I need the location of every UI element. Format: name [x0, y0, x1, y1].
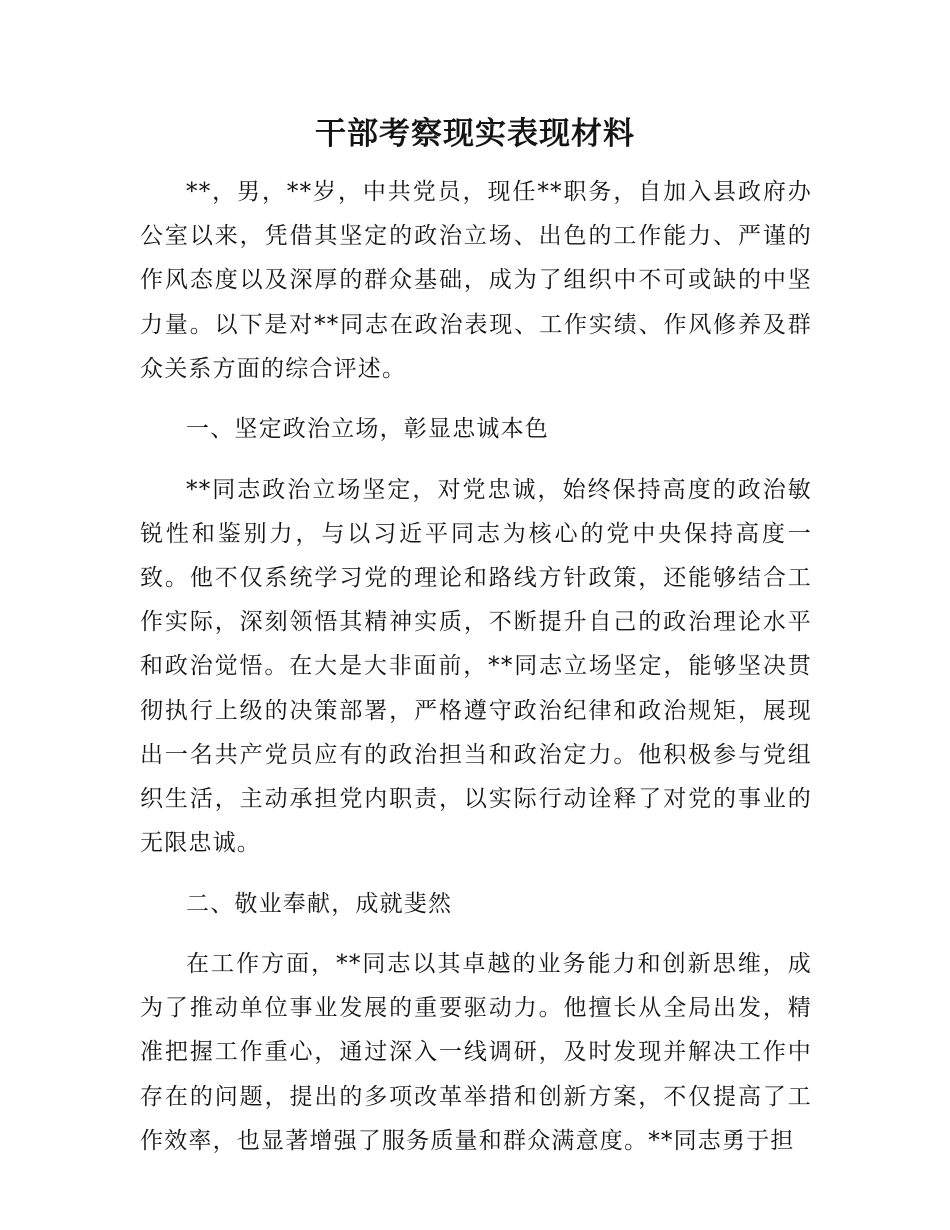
document-body: [140, 170, 812, 1179]
section-1-paragraph: **同志政治立场坚定，对党忠诚，始终保持高度的政治敏锐性和鉴别力，与以习近平同志为核心的党中央保持高度一致。他不仅系统学习党的理论和路线方针政策，还能够结合工作实际，深刻领悟其精神实质，不断提升自己的政治理论水平和政治觉悟。在大是大非面前，**同志立场坚定，能够坚决贯彻执行上级的决策部署，严格遵守政治纪律和政治规矩，展现出一名共产党员应有的政治担当和政治定力。他积极参与党组织生活，主动承担党内职责，以实际行动诠释了对党的事业的无限忠诚。: [140, 476, 812, 857]
section-heading-2: 二、敬业奉献，成就斐然: [186, 890, 453, 917]
section-2-paragraph: 在工作方面，**同志以其卓越的业务能力和创新思维，成为了推动单位事业发展的重要驱动力。他擅长从全局出发，精准把握工作重心，通过深入一线调研，及时发现并解决工作中存在的问题，提出的多项改革举措和创新方案，不仅提高了工作效率，也显著增强了服务质量和群众满意度。**同志勇于担: [140, 951, 812, 1154]
document-title: 干部考察现实表现材料: [315, 116, 635, 152]
intro-paragraph: **，男，**岁，中共党员，现任**职务，自加入县政府办公室以来，凭借其坚定的政治立场、出色的工作能力、严谨的作风态度以及深厚的群众基础，成为了组织中不可或缺的中坚力量。以下是对**同志在政治表现、工作实绩、作风修养及群众关系方面的综合评述。: [140, 179, 812, 382]
section-heading-1: 一、坚定政治立场，彰显忠诚本色: [186, 416, 549, 443]
